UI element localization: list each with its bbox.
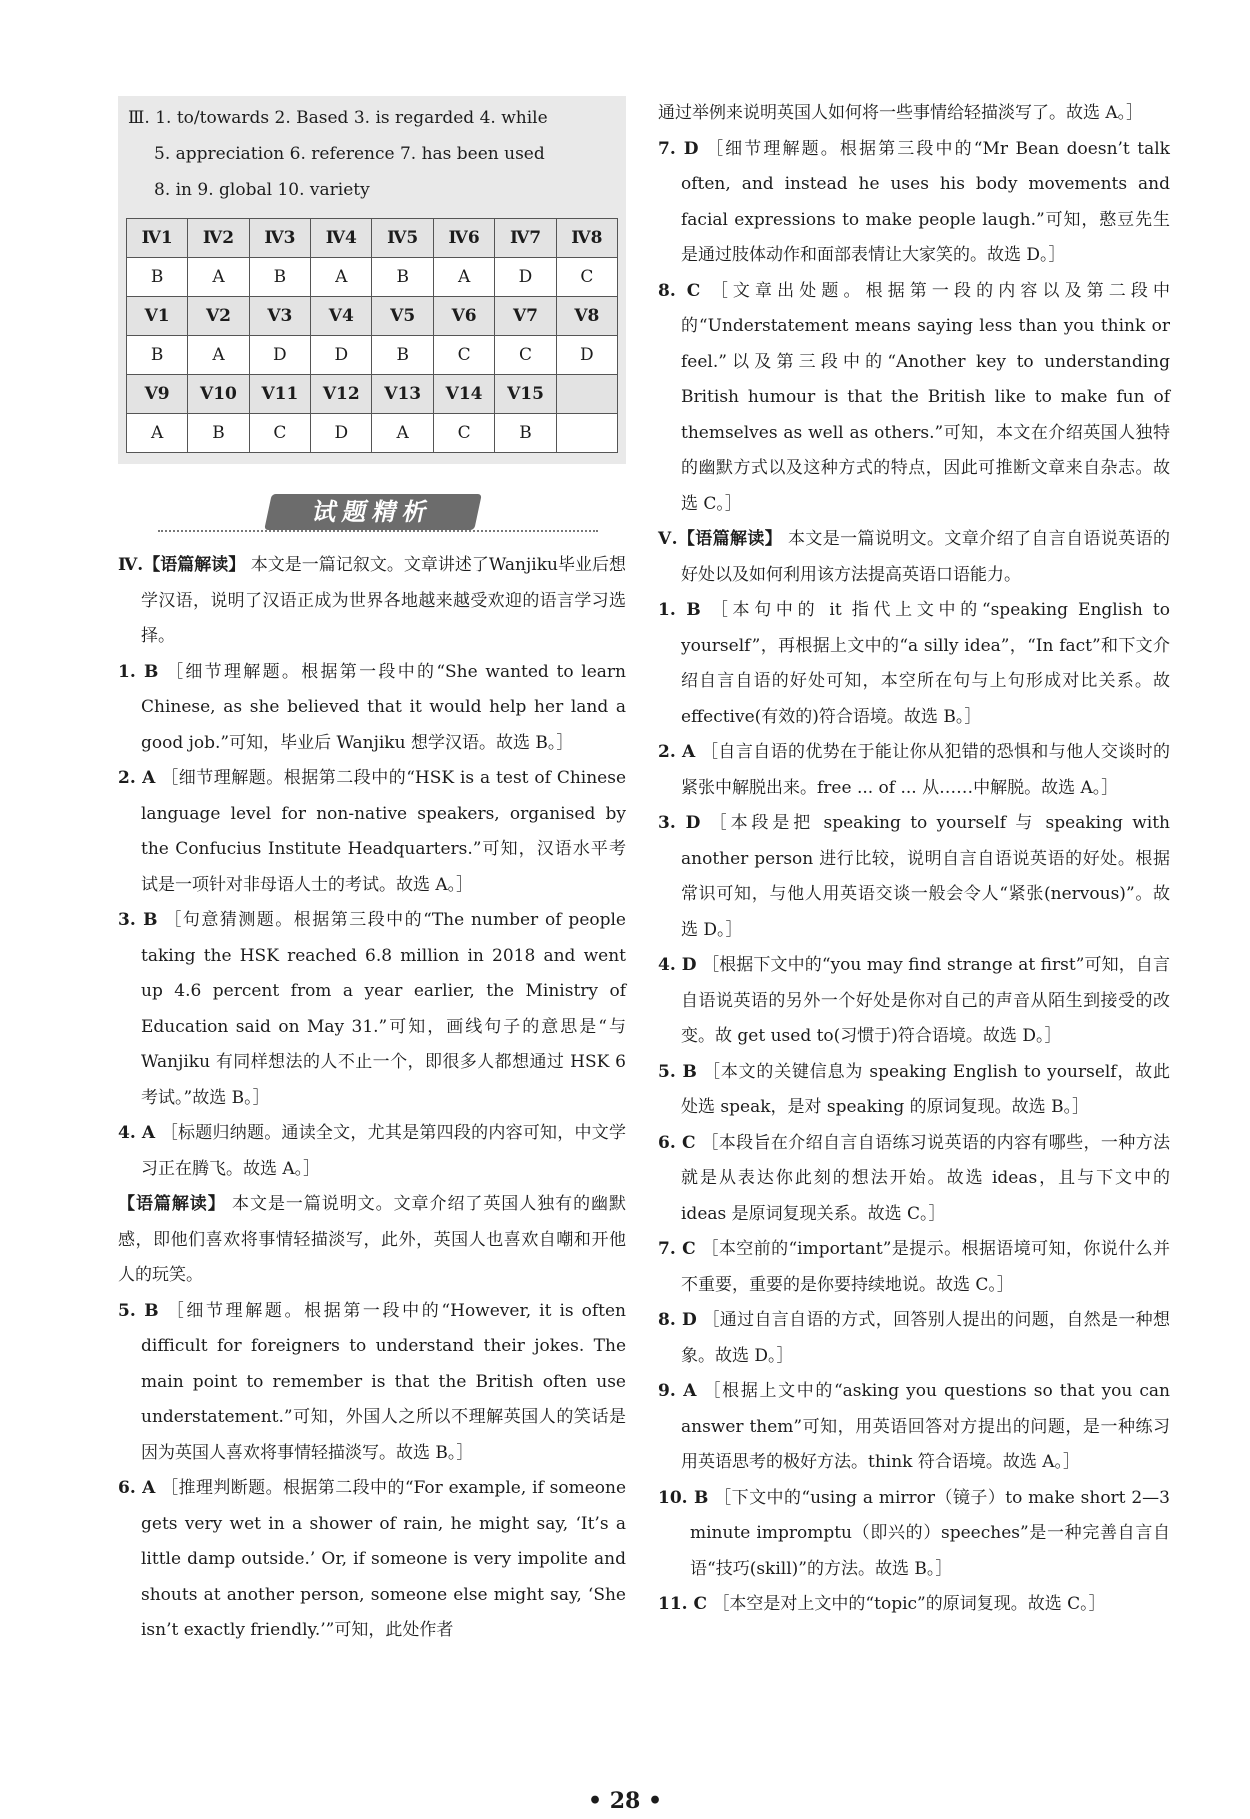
explanation-paragraph — [118, 548, 626, 655]
question-number-cell: Ⅴ5 — [372, 297, 433, 336]
question-number: 7. C — [658, 1239, 696, 1259]
explanation-paragraph — [118, 761, 626, 903]
explanation-paragraph — [658, 593, 1170, 735]
banner-divider — [158, 530, 598, 532]
explanation-text: ［推理判断题。根据第二段中的“For example, if someone gets very wet in a shower of rain, he might say, ‘It’s a little damp outside.’ Or, if someone is very impolite and shouts at another person, someone else might say, ‘She isn’t exactly friendly.’”可知，此处作者 — [141, 1478, 627, 1640]
answer-cell: C — [495, 336, 556, 375]
explanation-text: ［细节理解题。根据第三段中的“Mr Bean doesn’t talk often, and instead he uses his body movements and facial expressions to make people laugh.”可知，憨豆先生是通过肢体动作和面部表情让大家笑的。故选 D。］ — [681, 138, 1170, 265]
question-number-cell: Ⅴ12 — [311, 375, 372, 414]
explanation-paragraph — [658, 132, 1170, 274]
explanation-text: ［细节理解题。根据第一段中的“However, it is often difficult for foreigners to understand their jokes. The main point to remember is that the British often use understatement.”可知，外国人之所以不理解英国人的笑话是因为英国人喜欢将事情轻描淡写。故选 B。］ — [141, 1300, 626, 1463]
question-number: 1. B — [118, 661, 159, 682]
answer-cell: B — [188, 414, 249, 453]
answer-cell: B — [372, 336, 433, 375]
question-number: 5. B — [118, 1300, 159, 1321]
question-number: 8. C — [658, 280, 701, 301]
answer-table-row — [127, 297, 618, 336]
explanation-paragraph — [658, 522, 1170, 593]
explanation-paragraph — [658, 274, 1170, 523]
answer-table — [126, 218, 618, 453]
section-iii-line: 5. appreciation 6. reference 7. has been used — [154, 144, 545, 164]
answer-table-row — [127, 219, 618, 258]
answer-cell: D — [311, 414, 372, 453]
answer-cell: A — [188, 258, 249, 297]
question-number-cell: Ⅳ4 — [311, 219, 372, 258]
question-number-cell: Ⅳ5 — [372, 219, 433, 258]
section-iii-line: 8. in 9. global 10. variety — [154, 180, 370, 200]
question-number: 2. A — [658, 742, 696, 762]
question-number-cell: Ⅳ3 — [249, 219, 310, 258]
question-number: 6. A — [118, 1478, 156, 1498]
explanation-text: ［根据下文中的“you may find strange at first”可知，自言自语说英语的另外一个好处是你对自己的声音从陌生到接受的改变。故 get used to(习惯于)符合语境。故选 D。］ — [681, 955, 1170, 1046]
question-number: Ⅳ. — [118, 555, 144, 575]
explanation-text: 本文是一篇说明文。文章介绍了自言自语说英语的好处以及如何利用该方法提高英语口语能力。 — [681, 529, 1171, 585]
section-iii-answers — [128, 100, 618, 208]
answer-cell: D — [249, 336, 310, 375]
explanation-text: 本文是一篇说明文。文章介绍了英国人独有的幽默感，即他们喜欢将事情轻描淡写，此外，英国人也喜欢自嘲和开他人的玩笑。 — [118, 1194, 627, 1285]
question-number-cell: Ⅴ4 — [311, 297, 372, 336]
question-number: 11. C — [658, 1594, 708, 1614]
answer-cell: C — [433, 414, 494, 453]
answer-cell: A — [127, 414, 188, 453]
question-number: Ⅴ. — [658, 529, 678, 549]
question-number-cell: Ⅴ2 — [188, 297, 249, 336]
answer-cell — [556, 414, 617, 453]
answer-cell: B — [249, 258, 310, 297]
question-number: 4. D — [658, 955, 697, 975]
question-number: 3. B — [118, 910, 158, 930]
explanation-paragraph — [118, 903, 626, 1116]
right-explanations — [658, 96, 1170, 1623]
explanation-text: ［细节理解题。根据第一段中的“She wanted to learn Chinese, as she believed that it would help her land a good job.”可知，毕业后 Wanjiku 想学汉语。故选 B。］ — [141, 661, 626, 753]
section-iii-line: Ⅲ. 1. to/towards 2. Based 3. is regarded 4. while — [128, 108, 548, 128]
explanation-paragraph — [118, 1471, 626, 1649]
answer-cell: B — [495, 414, 556, 453]
explanation-text: ［根据上文中的“asking you questions so that you can answer them”可知，用英语回答对方提出的问题，是一种练习用英语思考的极好方法。think 符合语境。故选 A。］ — [681, 1381, 1171, 1472]
question-number-cell: Ⅴ3 — [249, 297, 310, 336]
answer-cell: A — [433, 258, 494, 297]
explanation-text: 通过举例来说明英国人如何将一些事情给轻描淡写了。故选 A。］ — [658, 103, 1144, 123]
explanation-text: ［细节理解题。根据第二段中的“HSK is a test of Chinese language level for non-native speakers, organised by the Confucius Institute Headquarters.”可知，汉语水平考试是一项针对非母语人士的考试。故选 A。］ — [141, 768, 627, 895]
answer-cell: A — [188, 336, 249, 375]
explanation-paragraph — [658, 1232, 1170, 1303]
question-number-cell: Ⅳ7 — [495, 219, 556, 258]
question-number-cell: Ⅴ1 — [127, 297, 188, 336]
question-number-cell: Ⅴ8 — [556, 297, 617, 336]
explanation-text: ［标题归纳题。通读全文，尤其是第四段的内容可知，中文学习正在腾飞。故选 A。］ — [141, 1123, 627, 1179]
question-number-cell: Ⅴ10 — [188, 375, 249, 414]
question-number: 3. D — [658, 813, 701, 833]
explanation-text: ［本空前的“important”是提示。根据语境可知，你说什么并不重要，重要的是你要持续地说。故选 C。］ — [681, 1239, 1170, 1295]
left-explanations — [118, 548, 626, 1649]
question-number-cell: Ⅴ6 — [433, 297, 494, 336]
explanation-text: ［句意猜测题。根据第三段中的“The number of people taking the HSK reached 6.8 million in 2018 and went up 4.6 percent from a year earlier, the Ministry of Education said on May 31.”可知，画线句子的意思是“与 Wanjiku 有同样想法的人不止一个，即很多人都想通过 HSK 6 考试。”故选 B。］ — [141, 910, 626, 1108]
passage-analysis-tag: 【语篇解读】 — [118, 1194, 226, 1214]
question-number-cell: Ⅳ6 — [433, 219, 494, 258]
answer-cell: C — [249, 414, 310, 453]
answer-table-row — [127, 258, 618, 297]
question-number: 9. A — [658, 1381, 697, 1401]
answer-cell: D — [311, 336, 372, 375]
explanation-paragraph — [658, 96, 1170, 132]
explanation-paragraph — [658, 1374, 1170, 1481]
explanation-text: ［本句中的 it 指代上文中的“speaking English to yourself”，再根据上文中的“a silly idea”，“In fact”和下文介绍自言自语的好处可知，本空所在句与上句形成对比关系。故 effective(有效的)符合语境。故选 B。］ — [681, 600, 1170, 727]
question-number: 7. D — [658, 138, 699, 159]
explanation-paragraph — [658, 806, 1170, 948]
answer-cell: D — [495, 258, 556, 297]
question-number: 4. A — [118, 1123, 156, 1143]
passage-analysis-tag: 【语篇解读】 — [677, 529, 783, 549]
answer-cell: D — [556, 336, 617, 375]
explanation-paragraph — [118, 1187, 626, 1294]
answer-cell: B — [127, 336, 188, 375]
explanation-paragraph — [118, 655, 626, 762]
answer-table-row — [127, 375, 618, 414]
question-number-cell: Ⅳ8 — [556, 219, 617, 258]
passage-analysis-tag: 【语篇解读】 — [143, 555, 246, 575]
question-number: 5. B — [658, 1061, 697, 1082]
question-number-cell: Ⅳ2 — [188, 219, 249, 258]
question-number-cell: Ⅴ7 — [495, 297, 556, 336]
explanation-text: ［文章出处题。根据第一段的内容以及第二段中的“Understatement means saying less than you think or feel.”以及第三段中的“Another key to understanding British humour is that the British like to make fun of themselves as well as others.”可知，本文在介绍英国人独特的幽默方式以及这种方式的特点，因此可推断文章来自杂志。故选 C。］ — [681, 280, 1171, 514]
answer-cell: B — [372, 258, 433, 297]
explanation-text: 本文是一篇记叙文。文章讲述了Wanjiku毕业后想学汉语，说明了汉语正成为世界各地越来越受欢迎的语言学习选择。 — [141, 555, 626, 646]
question-number-cell: Ⅴ9 — [127, 375, 188, 414]
question-number: 6. C — [658, 1132, 696, 1153]
explanation-text: ［本文的关键信息为 speaking English to yourself，故此处选 speak，是对 speaking 的原词复现。故选 B。］ — [681, 1061, 1170, 1117]
explanation-text: ［本段是把 speaking to yourself 与 speaking with another person 进行比较，说明自言自语说英语的好处。根据常识可知，与他人用英语交谈一般会令人“紧张(nervous)”。故选 D。］ — [681, 813, 1170, 940]
question-number: 8. D — [658, 1310, 697, 1330]
explanation-paragraph — [658, 735, 1170, 806]
question-number-cell — [556, 375, 617, 414]
question-number-cell: Ⅳ1 — [127, 219, 188, 258]
answer-table-row — [127, 336, 618, 375]
explanation-text: ［本段旨在介绍自言自语练习说英语的内容有哪些，一种方法就是从表达你此刻的想法开始。故选 ideas，且与下文中的 ideas 是原词复现关系。故选 C。］ — [681, 1132, 1171, 1224]
explanation-text: ［下文中的“using a mirror（镜子）to make short 2—3 minute impromptu（即兴的）speeches”是一种完善自言自语“技巧(skill)”的方法。故选 B。］ — [690, 1487, 1170, 1579]
answer-cell: C — [433, 336, 494, 375]
explanation-paragraph — [118, 1294, 626, 1472]
explanation-paragraph — [118, 1116, 626, 1187]
explanation-text: ［自言自语的优势在于能让你从犯错的恐惧和与他人交谈时的紧张中解脱出来。free ... of ... 从……中解脱。故选 A。］ — [681, 742, 1171, 798]
explanation-text: ［通过自言自语的方式，回答别人提出的问题，自然是一种想象。故选 D。］ — [681, 1310, 1170, 1366]
question-number-cell: Ⅴ14 — [433, 375, 494, 414]
page-number: • 28 • — [587, 1788, 663, 1814]
answer-cell: B — [127, 258, 188, 297]
answer-cell: A — [311, 258, 372, 297]
question-number-cell: Ⅴ13 — [372, 375, 433, 414]
question-number-cell: Ⅴ11 — [249, 375, 310, 414]
question-number-cell: Ⅴ15 — [495, 375, 556, 414]
explanation-paragraph — [658, 1481, 1170, 1588]
answer-cell: C — [556, 258, 617, 297]
section-banner — [158, 496, 598, 532]
explanation-paragraph — [658, 1587, 1170, 1623]
explanation-paragraph — [658, 948, 1170, 1055]
explanation-paragraph — [658, 1055, 1170, 1126]
banner-title: 试题精析 — [264, 494, 482, 530]
question-number: 2. A — [118, 768, 156, 788]
explanation-text: ［本空是对上文中的“topic”的原词复现。故选 C。］ — [712, 1594, 1106, 1614]
answer-table-row — [127, 414, 618, 453]
explanation-paragraph — [658, 1303, 1170, 1374]
answer-cell: A — [372, 414, 433, 453]
question-number: 10. B — [658, 1487, 709, 1508]
explanation-paragraph — [658, 1126, 1170, 1233]
question-number: 1. B — [658, 600, 701, 620]
